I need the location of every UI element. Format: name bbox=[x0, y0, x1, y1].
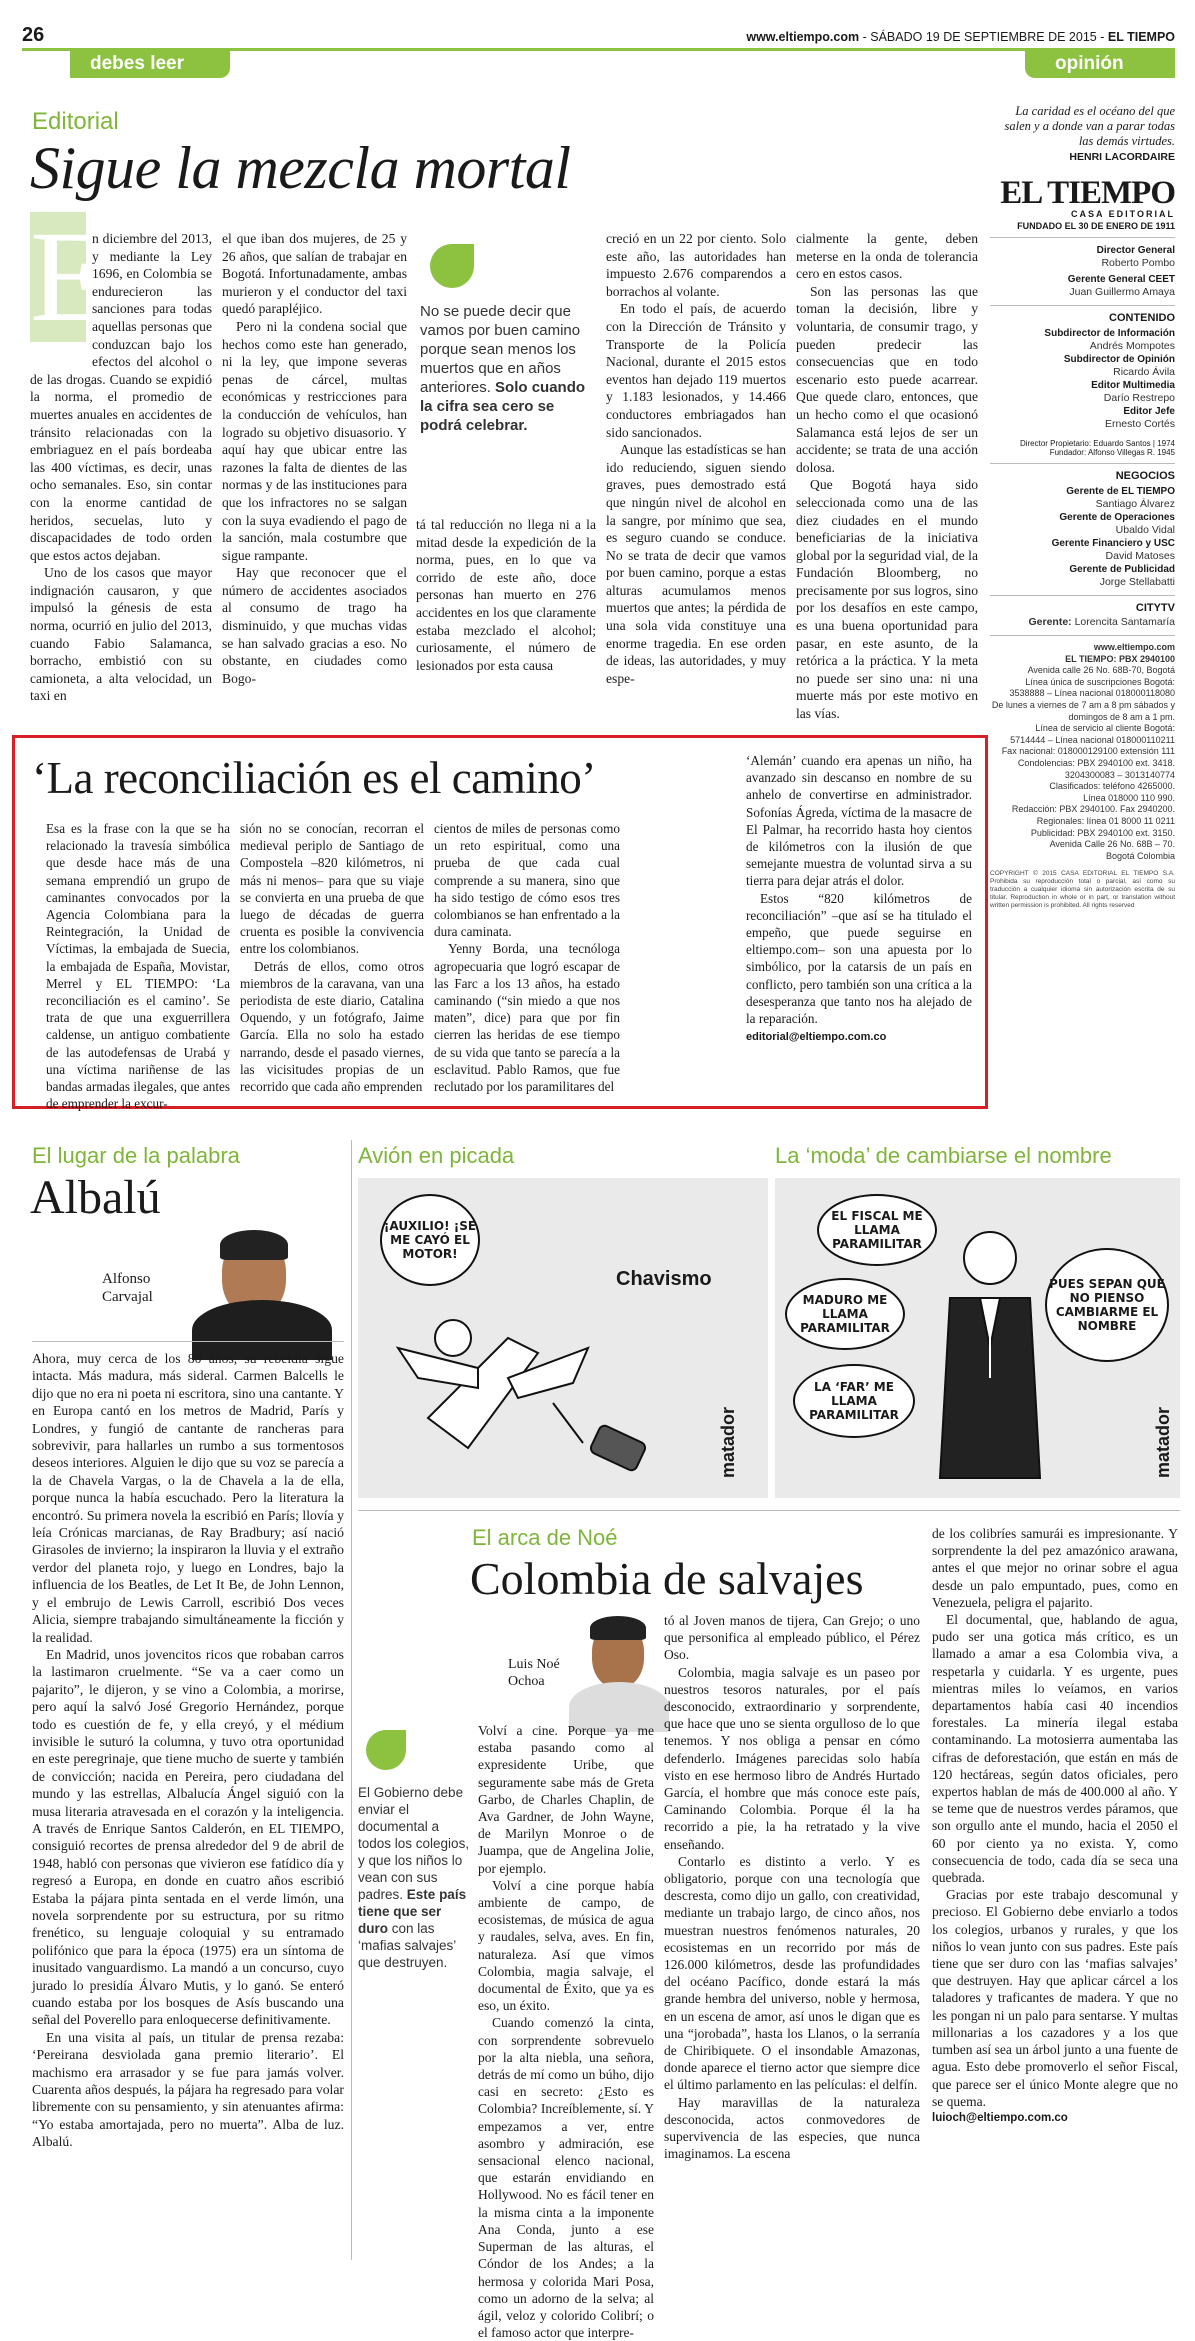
masthead bbox=[990, 104, 1175, 910]
contact-line: 3204300083 – 3013140774 bbox=[1064, 769, 1175, 780]
cartoon2-panel bbox=[775, 1178, 1180, 1498]
airplane-icon bbox=[398, 1320, 588, 1448]
editorial-col5-p2: Son las personas las que toman la decisión, libre y voluntaria, de consumir trago, y pueden predecir las consecuencias que en todo escenario esto puede acarrear. Que quede claro, entonces, que un hecho como el que ocasionó Salamanca está lejos de ser un accidente; se trata de una acción dolosa. bbox=[796, 283, 978, 475]
column2-col2-p3: Contarlo es distinto a verlo. Y es obligatorio, porque con una tecnología que descresta, como dijo un gallo, con creatividad, mediante un trabajo largo, de cinco años, nos muestran nuestros fenómenos naturales, 20 ecosistemas en un recorrido por más de 126.000 kilómetros, desde las profundidades del océano Pacífico, donde estará la más grande hembra del universo, noble y hermosa, en un escena de amor, así unos le digan que es una “jorobada”, hasta los Llanos, o la serranía de Chiribiquete. O el insondable Amazonas, donde aparece el tierno actor que siempre dice el último parlamento en las películas: el delfín. bbox=[664, 1853, 920, 2093]
citytv-title: CITYTV bbox=[1135, 602, 1175, 614]
feature-col2-p2: Detrás de ellos, como otros miembros de la caravana, van una periodista de este diario, Catalina Oquendo, y un fotógrafo, Jaime García. Ella no solo ha estado narrando, desde el pasado viernes, las vicisitudes propias de un recorrido que cada año emprenden bbox=[240, 958, 424, 1095]
feature-email[interactable]: editorial@eltiempo.com.co bbox=[746, 1031, 887, 1044]
editorial-col2-p3: Hay que reconocer que el número de accidentes asociados al consumo de trago ha disminuido, y que muchas vidas se han salvado gracias a eso. No obstante, en ciudades como Bogo- bbox=[222, 565, 407, 686]
column2-col2 bbox=[664, 1612, 920, 2163]
column1-author-last: Carvajal bbox=[102, 1289, 153, 1305]
feature-col4-p2: Estos “820 kilómetros de reconciliación” –que así se ha titulado el empeño, que puede seguirse en eltiempo.com– son una apuesta por lo simbólico, por la catarsis de un país en conflicto, pero también son una crítica a la desesperanza que tanto nos ha alejado de la reparación. bbox=[746, 890, 972, 1027]
feature-col3-p2: Yenny Borda, una tecnóloga agropecuaria que logró escapar de las Farc a los 13 años, ha estado caminando (“sin miedo a que nos maten”, dice) para que por fin cierren las heridas de ese tiempo de su vida que tanto se parecía a la esclavitud. Pablo Ramos, que fue reclutado por los paramilitares del bbox=[434, 941, 620, 1095]
contact-line: Redacción: PBX 2940100. Fax 2940200. bbox=[1011, 804, 1175, 815]
contact-line: EL TIEMPO: PBX 2940100 bbox=[1065, 653, 1175, 664]
staff-name: Ernesto Cortés bbox=[1104, 418, 1175, 430]
citytv-role: Gerente: bbox=[1028, 616, 1072, 628]
header-date: SÁBADO 19 DE SEPTIEMBRE DE 2015 bbox=[870, 30, 1097, 44]
contact-line: Línea 018000 110 990. bbox=[1083, 792, 1175, 803]
column-divider bbox=[351, 1140, 352, 2260]
citytv-name: Lorencita Santamaría bbox=[1074, 616, 1175, 628]
staff-name: Juan Guillermo Amaya bbox=[1069, 286, 1175, 298]
cartoon2-kicker: La ‘moda’ de cambiarse el nombre bbox=[775, 1143, 1112, 1168]
header-dateline bbox=[700, 30, 1175, 44]
staff-role: Gerente General CEET bbox=[1067, 274, 1175, 285]
editorial-pullquote bbox=[420, 244, 590, 435]
column1-p1: Ahora, muy cerca de los 80 años, su rebeldía sigue intacta. Más madura, más sideral. Carmen Balcells le dijo que no era ni poeta ni escritora, sino una cantante. Y en Europa cantó en los metros de Madrid, París y Londres, y fungió de cantante de rancheras para sobrevivir, para hallarles un rumbo a sus tormentosos deseos interiores. Alguien le dijo que su voz se parecía a la de Chavela Vargas, o la de Chavela a la de ella, porque nunca la había escuchado. Pero la literatura la encontró. Su primera novela la escribió en París; llovía y leía Crónicas marcianas, de Ray Bradbury; así nació Girasoles de invierno; la inspiraron la lluvia y el extraño verdor del planeta rojo, y luego en Londres, bajo la influencia de los Beatles, de Let It Be, de John Lennon, y el embrujo de Lewis Carroll, escribió Dos veces Alicia, siempre trabajando simultáneamente la ficción y la realidad. bbox=[32, 1351, 344, 1645]
contact-line: Avenida calle 26 No. 68B-70, Bogotá bbox=[1027, 665, 1175, 676]
quote-mark-icon bbox=[366, 1730, 406, 1770]
column2-col1-p2: Volví a cine porque había ambiente de campo, de ecosistemas, de música de agua y raudales, selva, aves. En fin, naturaleza. Así que vimos Colombia, magia salvaje, el documental de Éxito, que ya es eso, un éxito. bbox=[478, 1877, 654, 2014]
cartoon1-kicker: Avión en picada bbox=[358, 1143, 515, 1168]
staff-name: Darío Restrepo bbox=[1103, 392, 1175, 404]
masthead-quote-author: HENRI LACORDAIRE bbox=[1069, 151, 1175, 163]
column1-p3: En una visita al país, un titular de prensa rezaba: ‘Pereirana desviolada gana premio literario’. El machismo era arrasador y se fue para jamás volver. Cuarenta años después, la pájara ha regresado para volar libremente con su pensamiento, y sin atenuantes afirma: “Yo estaba amortajada, pero no muerta”. Alba de luz. Albalú. bbox=[32, 2029, 344, 2150]
masthead-logo-sub: CASA EDITORIAL bbox=[1070, 209, 1175, 219]
column2-col3 bbox=[932, 1525, 1178, 2127]
contact-line: Clasificados: teléfono 4265000. bbox=[1049, 781, 1175, 792]
contact-block bbox=[990, 642, 1175, 862]
staff-name: Ricardo Ávila bbox=[1113, 366, 1175, 378]
copyright: COPYRIGHT © 2015 CASA EDITORIAL EL TIEMPO S.A. Prohibida su reproducción total o parcial, así como su traducción a cualquier idioma sin autorización escrita de su titular. Reproduction in whole or in part, or translation without written permission is prohibited. All rights reserved bbox=[990, 870, 1175, 910]
feature-col2-p1: sión no se conocían, recorran el medieval periplo de Santiago de Compostela –820 kilómetros, ni más ni menos– para que su viaje se convierta en una prueba de que luego de décadas de guerra cruenta es posible la convivencia entre los colombianos. bbox=[240, 821, 424, 957]
editorial-col3-p1: tá tal reducción no llega ni a la mitad desde la expedición de la norma, pues, en lo que va corrido de este año, doce personas han muerto en 276 accidentes en los que claramente estaba mezclado el alcohol; curiosamente, el número de lesionados por esta causa bbox=[416, 517, 596, 673]
contact-line: Fax nacional: 018000129100 extensión 111 bbox=[1001, 746, 1175, 757]
column2-col3-p1: de los colibríes samurái es impresionante. Y sorprendente la del pez amazónico arawana, antes el que mejor no orinar sobre el agua desde un palo empuntado, pues, como en Venezuela, peligra el pajarito. bbox=[932, 1526, 1178, 1610]
column2-byline bbox=[478, 1612, 654, 1718]
feature-column-2 bbox=[240, 820, 424, 1095]
cartoon1-speech-bubble: ¡AUXILIO! ¡SE ME CAYÓ EL MOTOR! bbox=[380, 1194, 480, 1286]
editorial-pullquote-bold: Solo cuando la cifra sea cero se podrá celebrar. bbox=[420, 379, 586, 434]
cartoon2-speech-bubble-4: PUES SEPAN QUE NO PIENSO CAMBIARME EL NOMBRE bbox=[1045, 1248, 1169, 1362]
section-tag-right bbox=[1025, 48, 1175, 78]
masthead-logo: EL TIEMPO bbox=[1000, 175, 1175, 211]
author-photo bbox=[192, 1230, 332, 1340]
column2-col2-p1: tó al Joven manos de tijera, Can Grejo; o uno que personifica al empleado público, el Pérez Oso. bbox=[664, 1613, 920, 1663]
cartoon1-panel bbox=[358, 1178, 768, 1498]
editorial-col2-p1: el que iban dos mujeres, de 25 y 26 años, que salían de trabajar en Bogotá. Infortunadamente, ambas murieron y el conductor del taxi quedó parapléjico. bbox=[222, 231, 407, 317]
staff-role: Gerente Financiero y USC bbox=[1051, 538, 1175, 549]
citytv-line bbox=[990, 616, 1175, 629]
contact-line: domingos de 8 am a 1 pm. bbox=[1068, 711, 1175, 722]
editorial-col1-p2: Uno de los casos que mayor indignación causaron, y que impulsó la génesis de esta norma, ocurrió en julio del 2013, cuando Fabio Salamanca, borracho, embistió con su camioneta, a alta velocidad, un taxi en bbox=[30, 565, 212, 704]
column2-kicker: El arca de Noé bbox=[472, 1525, 618, 1550]
staff-role: Subdirector de Opinión bbox=[1063, 354, 1175, 365]
column2-pullquote bbox=[358, 1730, 470, 1971]
column2-author-first: Luis Noé bbox=[508, 1657, 560, 1672]
staff-name: Roberto Pombo bbox=[1101, 257, 1175, 269]
feature-column-1 bbox=[46, 820, 230, 1112]
feature-col1-p1: Esa es la frase con la que se ha relacionado la travesía simbólica que desde hace más de una semana emprendió un grupo de caminantes convocados por la Agencia Colombiana para la Reintegración, la Unidad de Víctimas, la embajada de Suecia, la embajada de España, Movistar, Merrel y EL TIEMPO: ‘La reconciliación es el camino’. Se trata de que una exguerrillera caldense, un antiguo combatiente de las autodefensas de Urabá y una víctima nariñense de las bandas armadas ilegales, que antes de emprender la excur- bbox=[46, 821, 230, 1112]
staff-name: Jorge Stellabatti bbox=[1099, 576, 1175, 588]
contact-line: Publicidad: PBX 2940100 ext. 3150. bbox=[1030, 827, 1175, 838]
column2-col2-p4: Hay maravillas de la naturaleza desconocida, actos conmovedores de supervivencia de las especies, que nunca imaginamos. La escena bbox=[664, 2094, 920, 2162]
contact-line: Línea única de suscripciones Bogotá: bbox=[1025, 676, 1175, 687]
column2-pullquote-end: con las ‘mafias salvajes’ que destruyen. bbox=[358, 1921, 456, 1970]
column1-p2: En Madrid, unos jovencitos ricos que robaban carros la lastimaron cruelmente. “Se va a caer como un pajarito”, le dijeron, y se vino a Colombia, a morirse, pero aquí la salvó José Gregorio Hernández, porque todo es cuestión de fe, y ella creyó, y el médium invisible le suturó la columna, y tuvo otra oportunidad en este peregrinaje, que tiene mucho de suerte y también de convicción; nacida en Pereira, pero ciudadana del mundo y las estrellas, Albalucía Ángel siguió con la musa literaria atravesada en el corazón y la inteligencia. A través de Enrique Santos Calderón, en EL TIEMPO, consiguió recortes de prensa alrededor del 9 de abril de 1948, habló con personas que vivieron ese fatídico día y regresó a Europa, en donde en cuatro años escribió Estaba la pájara pinta sentada en el verde limón, una novela sorprendente por su estructura, por su ritmo frenético, su lenguaje coloquial y su entramado polifónico que para la época (1975) era un síntoma de inusitado vanguardismo. La mandó a un concurso, cuyo jurado lo presidía Álvaro Mutis, y lo ganó. Se enteró cuando estaba por los bosques de Asís buscando una señal del Poverello para enloquecerse definitivamente. bbox=[32, 1646, 344, 2028]
staff-name: Ubaldo Vidal bbox=[1115, 524, 1175, 536]
editorial-col5-p3: Que Bogotá haya sido seleccionada como una de las diez ciudades en el mundo beneficiarias de la iniciativa global por la seguridad vial, de la Fundación Bloomberg, no precisamente por sus logros, sino por los desafíos en este campo, es una buena oportunidad para pasar, en este asunto, de la retórica a la práctica. Y la meta no puede ser sino una: ni una muerte más por este motivo en las vías. bbox=[796, 477, 978, 722]
drop-cap: E bbox=[30, 205, 110, 349]
owner-line: Director Propietario: Eduardo Santos | 1974 bbox=[1019, 439, 1175, 448]
column1-byline bbox=[32, 1230, 344, 1342]
column2-col3-p3: Gracias por este trabajo descomunal y precioso. El Gobierno debe enviarlo a todos los colegios, urbanos y rurales, y que los niños lo vean junto con sus padres. Este país tiene que ser duro con las ‘mafias salvajes’ que destruyen. Hay que aplicar cárcel a los taladores y traficantes de madera. Y que no les pongan ni un palo para sentarse. Y multas millonarias a los cazadores y a los que tumben así sea un árbol junto a una fuente de agua. Esto debe promoverlo el señor Fiscal, que parece ser el único Monte alegre que no se quema. bbox=[932, 1887, 1178, 2109]
owner-line: Fundador: Alfonso Villegas R. 1945 bbox=[1049, 448, 1175, 457]
staff-name: Santiago Álvarez bbox=[1095, 498, 1175, 510]
editorial-title: Sigue la mezcla mortal bbox=[30, 135, 571, 201]
feature-column-4 bbox=[746, 752, 972, 1046]
header-paper: EL TIEMPO bbox=[1107, 30, 1175, 44]
column1-author-first: Alfonso bbox=[102, 1271, 151, 1287]
header-url[interactable]: www.eltiempo.com bbox=[746, 30, 860, 44]
staff-role: Gerente de Publicidad bbox=[1069, 564, 1175, 575]
staff-role: Director General bbox=[1096, 245, 1175, 256]
column2-author-last: Ochoa bbox=[508, 1674, 545, 1689]
staff-role: Gerente de Operaciones bbox=[1059, 512, 1175, 523]
column2-pullquote-bold: Este país tiene que ser duro bbox=[358, 1887, 467, 1936]
column2-col1-p3: Cuando comenzó la cinta, con sorprendente sobrevuelo por la alta niebla, una señora, detrás de mí como un búho, dijo casi en secreto: ¿Esto es Colombia? Increíblemente, sí. Y empezamos a ver, entre asombro y admiración, ese sensacional elenco nacional, que estarán envidiando en Hollywood. No es fácil tener en la misma cinta a la imponente Ana Conda, junto a ese Superman de las alturas, el Cóndor de los Andes; a la hermosa y colorida Mari Posa, como un adorno de la selva; al ágil, veloz y colorido Colibrí; o el famoso actor que interpre- bbox=[478, 2015, 654, 2341]
cartoon2-speech-bubble-1: EL FISCAL ME LLAMA PARAMILITAR bbox=[817, 1194, 937, 1266]
editorial-col4-p1: creció en un 22 por ciento. Solo este año, las autoridades han impuesto 2.676 comparendos a borrachos al volante. bbox=[606, 231, 786, 299]
man-figure-icon bbox=[940, 1232, 1040, 1478]
editorial-column-3 bbox=[416, 516, 596, 674]
column1-body bbox=[32, 1350, 344, 2151]
editorial-col1-p1: n diciembre del 2013, y mediante la Ley 1696, en Colombia se endurecieron las sanciones para todas aquellas personas que conduzcan bajo los efectos del alcohol o de las drogas. Cuando se expidió la norma, el promedio de muertes anuales en accidentes de tránsito relacionadas con la embriaguez en el país bordeaba las 400 víctimas, es decir, unas ocho semanales. Eso, sin contar con la enorme cantidad de heridos, secuelas, luto y discapacidades de todo orden que estos actos dejaban. bbox=[30, 231, 212, 563]
contact-line: Avenida Calle 26 No. 68B – 70. bbox=[1049, 839, 1175, 850]
feature-column-3 bbox=[434, 820, 620, 1095]
column2-col3-p2: El documental, que, hablando de agua, pudo ser una gotica más crítico, es un llamado a amar a esa Colombia viva, a respetarla y cuidarla. Y es urgente, pues mientras miles lo veíamos, en varios departamentos había casi 40 incendios forestales. La minería ilegal estaba contaminando. La motosierra aumentaba las cifras de deforestación, que están en más de 120 hectáreas, según datos oficiales, pero expertos hablan de más de 400.000 al año. Y se teme que de nuestros verdes páramos, que son orgullo ante el mundo, hacia el 2050 el 60 por ciento ya no exista. Y, como consecuencia de todo, cada día se seca una quebrada. bbox=[932, 1612, 1178, 1886]
contenido-title: CONTENIDO bbox=[1109, 312, 1175, 324]
masthead-founded: FUNDADO EL 30 DE ENERO DE 1911 bbox=[1017, 221, 1175, 231]
column1-kicker: El lugar de la palabra bbox=[32, 1143, 240, 1168]
negocios-title: NEGOCIOS bbox=[1115, 470, 1175, 482]
column2-col2-p2: Colombia, magia salvaje es un paseo por nuestros tesoros naturales, por el país desconocido, extraordinario y sorprendente, que hace que uno se sienta orgulloso de lo que tenemos. Y nos obliga a pensar en cómo defenderlo. Imágenes parecidas solo había visto en ese hermoso libro de Andrés Hurtado García, el hombre que más conoce este país, Caminando Colombia. Porque él la ha recorrido a pie, la ha retratado y la vive enseñando. bbox=[664, 1664, 920, 1852]
staff-role: Editor Multimedia bbox=[1091, 380, 1175, 391]
header-dash: - bbox=[862, 30, 871, 44]
editorial-pullquote-text: No se puede decir que vamos por buen camino porque sean menos los muertos que en años anteriores. bbox=[420, 303, 581, 396]
editorial-column-5 bbox=[796, 230, 978, 723]
cartoon1-label: Chavismo bbox=[616, 1268, 712, 1290]
contact-line: Bogotá Colombia bbox=[1105, 850, 1175, 861]
contact-line: De lunes a viernes de 7 am a 8 pm sábados y bbox=[991, 699, 1175, 710]
section-divider bbox=[358, 1510, 1180, 1511]
feature-title: ‘La reconciliación es el camino’ bbox=[32, 753, 596, 803]
cartoon1-drawing bbox=[358, 1178, 768, 1498]
contact-line: www.eltiempo.com bbox=[1093, 642, 1175, 652]
editorial-column-1 bbox=[30, 230, 212, 705]
column2-col1-p1: Volví a cine. Porque ya me estaba pasando como al expresidente Uribe, que seguramente sabe más de Greta Garbo, de Charles Chaplin, de Ava Gardner, de John Wayne, de Marilyn Monroe o de Juampa, que de Angelina Jolie, por ejemplo. bbox=[478, 1723, 654, 1876]
column2-title: Colombia de salvajes bbox=[470, 1553, 864, 1604]
contact-line: 3538888 – Línea nacional 018000118080 bbox=[1009, 688, 1175, 699]
masthead-staff bbox=[990, 244, 1175, 299]
section-tag-right-label: opinión bbox=[1055, 53, 1124, 74]
editorial-column-2 bbox=[222, 230, 407, 687]
cartoon2-drawing bbox=[775, 1178, 1180, 1498]
column1-title: Albalú bbox=[30, 1171, 161, 1224]
cartoon2-speech-bubble-3: LA ‘FAR’ ME LLAMA PARAMILITAR bbox=[793, 1364, 915, 1438]
staff-role: Subdirector de Información bbox=[1044, 328, 1175, 339]
editorial-col5-p1: cialmente la gente, deben meterse en la onda de tolerancia cero en estos casos. bbox=[796, 231, 978, 282]
staff-name: David Matoses bbox=[1105, 550, 1175, 562]
feature-col3-p1: cientos de miles de personas como un reto espiritual, como una prueba de que cada cual comprende a su manera, sino que ha sido testigo de cómo esos tres colombianos se han enfrentado a la dura caminata. bbox=[434, 821, 620, 940]
contact-line: Condolencias: PBX 2940100 ext. 3418. bbox=[1017, 757, 1175, 768]
editorial-col2-p2: Pero ni la condena social que hechos como este han generado, ni la ley, que impone severas penas de cárcel, multas económicas y restricciones para la conducción de vehículos, han logrado su objetivo disuasorio. Y aquí hay que ubicar entre las razones la falta de dientes de las normas y de las instituciones para que los infractores no se salgan con la suya evadiendo el pago de la sanción, mala costumbre que sigue rampante. bbox=[222, 318, 407, 563]
staff-role: Gerente de EL TIEMPO bbox=[1066, 486, 1175, 497]
contact-line: Regionales: línea 01 8000 11 0211 bbox=[1036, 815, 1175, 826]
contact-line: Línea de servicio al cliente Bogotá: bbox=[1035, 723, 1175, 734]
section-tag-left bbox=[70, 48, 230, 78]
column2-col1 bbox=[478, 1722, 654, 2341]
staff-role: Editor Jefe bbox=[1123, 406, 1175, 417]
cartoon1-signature: matador bbox=[718, 1406, 738, 1478]
falling-engine-icon bbox=[553, 1403, 647, 1472]
feature-col4-p1: ‘Alemán’ cuando era apenas un niño, ha avanzado sin descanso en nombre de su anhelo de convertirse en administrador. Sofonías Ágreda, víctima de la masacre de El Palmar, ha recorrido hasta hoy cientos de kilómetros con la ilusión de que semejante muestra de voluntad sirva a su tierra para dejar atrás el dolor. bbox=[746, 753, 972, 889]
editorial-col4-p2: En todo el país, de acuerdo con la Dirección de Tránsito y Transporte de la Policía Nacional, durante el 2015 estos eventos han dejado 119 muertos y 1.183 lesionados, y 14.466 conductores embriagados han sido sancionados. bbox=[606, 301, 786, 440]
column2-pullquote-text: El Gobierno debe enviar el documental a todos los colegios, y que los niños lo vean con sus padres. bbox=[358, 1785, 470, 1902]
contact-line: 5714444 – Línea nacional 018000110211 bbox=[1010, 734, 1175, 745]
author-photo bbox=[574, 1612, 664, 1712]
cartoon2-speech-bubble-2: MADURO ME LLAMA PARAMILITAR bbox=[785, 1278, 905, 1350]
editorial-column-4 bbox=[606, 230, 786, 687]
staff-name: Andrés Mompotes bbox=[1089, 340, 1175, 352]
page-number: 26 bbox=[22, 24, 45, 46]
masthead-quote: La caridad es el océano del que salen y a donde van a parar todas las demás virtudes. bbox=[1004, 104, 1175, 148]
section-tag-left-label: debes leer bbox=[90, 53, 184, 74]
editorial-col4-p3: Aunque las estadísticas se han ido reduciendo, siguen siendo graves, pues demostrado está que ningún nivel de alcohol en la sangre, por mínimo que sea, es seguro cuando se conduce. No se trata de decir que vamos por buen camino, porque a estas alturas acumulamos menos muertos que antes; la pérdida de una sola vida constituye una enorme tragedia. En ese orden de ideas, las autoridades, y muy espe- bbox=[606, 442, 786, 686]
column2-email[interactable]: luioch@eltiempo.com.co bbox=[932, 2111, 1068, 2124]
quote-mark-icon bbox=[430, 244, 474, 288]
header-dash: - bbox=[1100, 30, 1108, 44]
cartoon2-signature: matador bbox=[1153, 1406, 1173, 1478]
editorial-kicker: Editorial bbox=[32, 108, 119, 135]
